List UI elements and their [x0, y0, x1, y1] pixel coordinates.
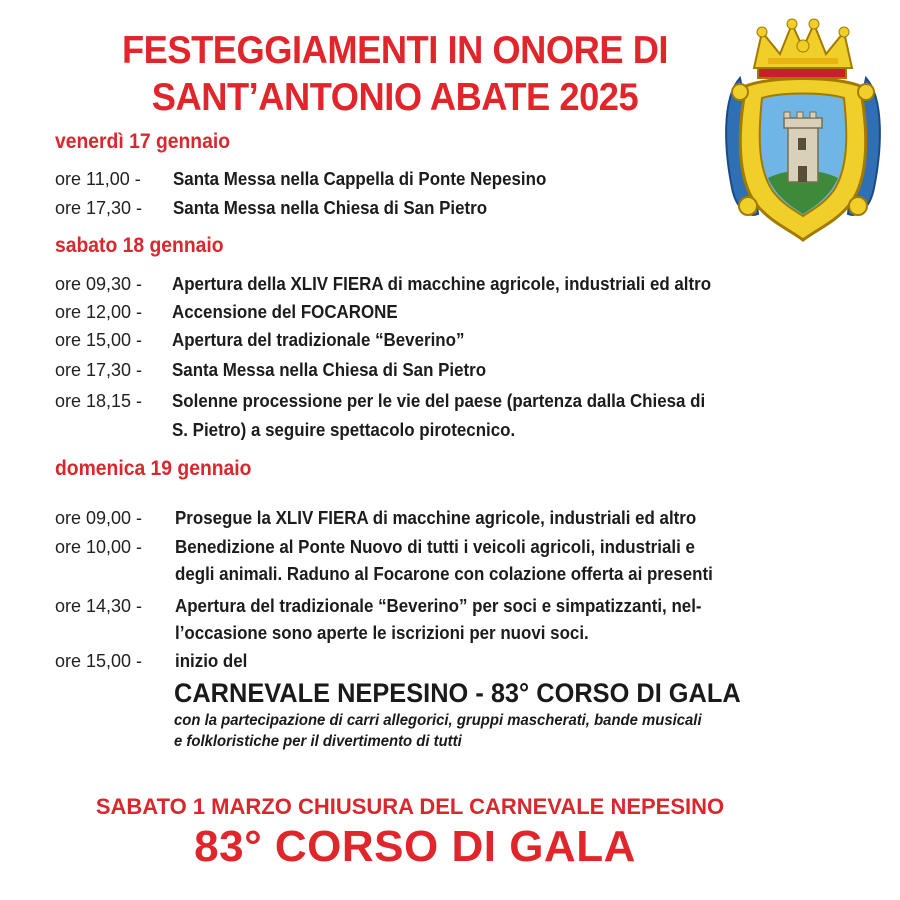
event-time: ore 09,00 -: [55, 508, 143, 528]
closing-line2: 83° CORSO DI GALA: [194, 822, 636, 871]
event-text: Apertura del tradizionale “Beverino” per soci e simpatizzanti, nel-: [175, 596, 702, 616]
carnevale-description-line2: e folkloristiche per il divertimento di tutti: [174, 733, 462, 750]
event-time: ore 15,00 -: [55, 651, 143, 671]
event-text: Santa Messa nella Cappella di Ponte Nepesino: [173, 169, 547, 189]
event-time: ore 12,00 -: [55, 302, 143, 322]
day-heading: domenica 19 gennaio: [55, 457, 252, 480]
closing-line1: SABATO 1 MARZO CHIUSURA DEL CARNEVALE NEPESINO: [95, 794, 725, 819]
event-text-continued: S. Pietro) a seguire spettacolo pirotecnico.: [172, 420, 516, 440]
event-text: Prosegue la XLIV FIERA di macchine agricole, industriali ed altro: [175, 508, 697, 528]
page-title-line2: SANT’ANTONIO ABATE 2025: [151, 76, 639, 119]
event-time: ore 14,30 -: [55, 596, 143, 616]
coat-of-arms-icon: [718, 18, 888, 250]
event-text: Accensione del FOCARONE: [172, 302, 398, 322]
event-time: ore 15,00 -: [55, 330, 143, 350]
event-text: Apertura della XLIV FIERA di macchine agricole, industriali ed altro: [172, 274, 712, 294]
event-text-continued: degli animali. Raduno al Focarone con colazione offerta ai presenti: [175, 564, 713, 584]
event-text: Santa Messa nella Chiesa di San Pietro: [172, 360, 487, 380]
event-time: ore 10,00 -: [55, 537, 143, 557]
event-time: ore 18,15 -: [55, 391, 143, 411]
event-text: Solenne processione per le vie del paese (partenza dalla Chiesa di: [172, 391, 706, 411]
event-text: Santa Messa nella Chiesa di San Pietro: [173, 198, 488, 218]
event-time: ore 11,00 -: [55, 169, 141, 189]
carnevale-title: CARNEVALE NEPESINO - 83° CORSO DI GALA: [174, 678, 741, 708]
event-time: ore 09,30 -: [55, 274, 143, 294]
event-text: Benedizione al Ponte Nuovo di tutti i veicoli agricoli, industriali e: [175, 537, 695, 557]
event-text: inizio del: [175, 651, 248, 671]
page-title-line1: FESTEGGIAMENTI IN ONORE DI: [121, 29, 669, 72]
event-text: Apertura del tradizionale “Beverino”: [172, 330, 465, 350]
day-heading: venerdì 17 gennaio: [55, 130, 231, 153]
carnevale-description-line1: con la partecipazione di carri allegorici, gruppi mascherati, bande musicali: [174, 712, 702, 729]
day-heading: sabato 18 gennaio: [55, 234, 224, 257]
event-time: ore 17,30 -: [55, 360, 143, 380]
event-time: ore 17,30 -: [55, 198, 143, 218]
event-text-continued: l’occasione sono aperte le iscrizioni per nuovi soci.: [175, 623, 589, 643]
